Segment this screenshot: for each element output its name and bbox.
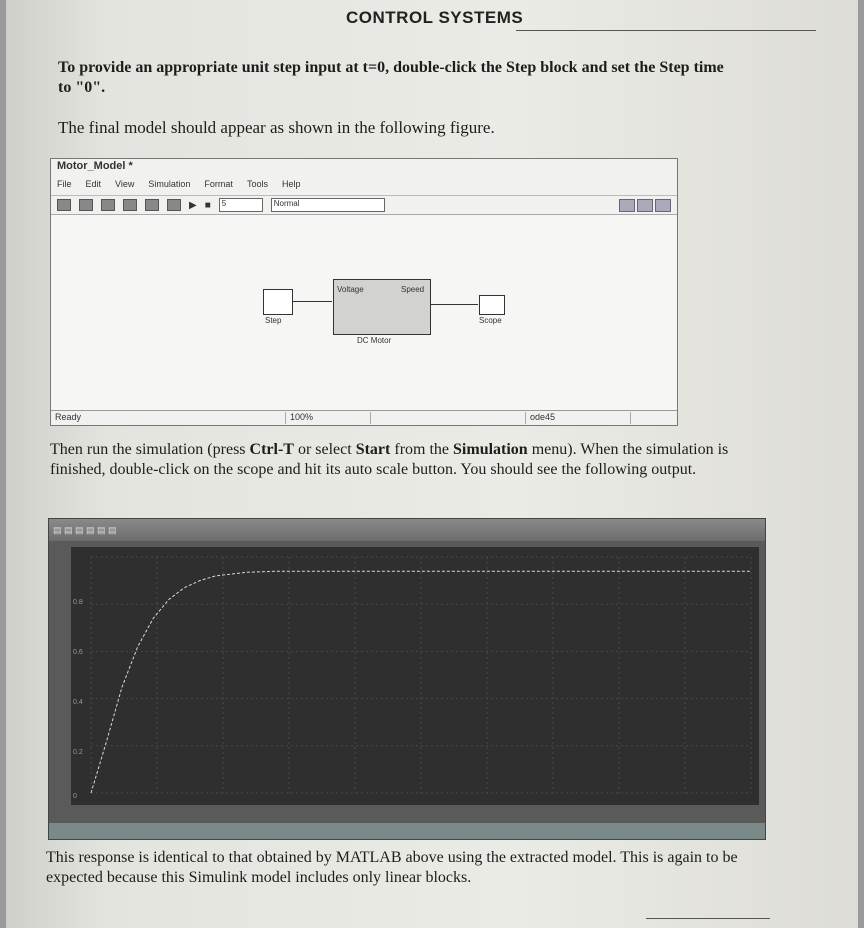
status-blank (371, 412, 526, 424)
save-icon[interactable] (101, 199, 115, 211)
menu-edit[interactable]: Edit (85, 179, 102, 189)
run-paragraph: Then run the simulation (press Ctrl-T or select Start from the Simulation menu). When the simulation is finished, double-click on the scope and hit its auto scale button. You should see the following output. (50, 441, 729, 478)
window-controls (619, 199, 671, 212)
scope-block[interactable] (479, 295, 505, 315)
stop-time-input[interactable]: 5 (219, 198, 263, 212)
conclusion-paragraph: This response is identical to that obtained by MATLAB above using the extracted model. This is again to be expected because this Simulink model includes only linear blocks. (46, 849, 738, 886)
stop-icon[interactable]: ■ (204, 199, 211, 211)
step-label: Step (265, 316, 282, 325)
maximize-icon[interactable] (637, 199, 653, 212)
minimize-icon[interactable] (619, 199, 635, 212)
menu-view[interactable]: View (115, 179, 135, 189)
menu-help[interactable]: Help (281, 179, 301, 189)
y-tick-label: 0.4 (73, 699, 83, 706)
menu-simulation[interactable]: Simulation (148, 179, 191, 189)
heading-rule (516, 30, 816, 31)
scope-plot (71, 547, 759, 805)
y-tick-label: 0.8 (73, 599, 83, 606)
scope-label: Scope (479, 316, 502, 325)
instruction-paragraph: To provide an appropriate unit step input at t=0, double-click the Step block and set the Step time to "0". (58, 59, 724, 96)
scope-chart (71, 547, 759, 805)
y-tick-label: 0.6 (73, 649, 83, 656)
status-solver: ode45 (526, 412, 631, 424)
sim-mode-select[interactable]: Normal (271, 198, 385, 212)
page-heading: CONTROL SYSTEMS (346, 8, 524, 27)
paste-icon[interactable] (167, 199, 181, 211)
toolbar (51, 196, 677, 215)
model-canvas[interactable] (51, 215, 677, 411)
close-icon[interactable] (655, 199, 671, 212)
scope-window (48, 518, 766, 840)
status-zoom: 100% (286, 412, 371, 424)
scope-toolbar: ▤ ▤ ▤ ▤ ▤ ▤ (49, 519, 765, 541)
menu-format[interactable]: Format (204, 179, 233, 189)
open-icon[interactable] (79, 199, 93, 211)
menu-file[interactable]: File (57, 179, 72, 189)
menu-bar (51, 177, 677, 196)
y-tick-label: 0 (73, 793, 77, 800)
status-bar (51, 410, 677, 425)
step-to-motor-line (292, 301, 332, 302)
voltage-port-label: Voltage (337, 285, 364, 294)
motor-to-scope-line (430, 304, 478, 305)
speed-port-label: Speed (401, 285, 425, 294)
figure-intro-paragraph: The final model should appear as shown in the following figure. (58, 118, 495, 137)
status-ready: Ready (51, 412, 286, 424)
dc-motor-label: DC Motor (357, 336, 392, 345)
window-title: Motor_Model * (57, 160, 133, 172)
page (6, 0, 858, 928)
bottom-rule (646, 918, 770, 919)
taskbar (49, 823, 765, 839)
print-icon[interactable] (123, 199, 137, 211)
new-icon[interactable] (57, 199, 71, 211)
menu-tools[interactable]: Tools (246, 179, 268, 189)
cut-icon[interactable] (145, 199, 159, 211)
step-block[interactable] (263, 289, 293, 315)
play-icon[interactable]: ▶ (189, 199, 197, 211)
y-tick-label: 0.2 (73, 749, 83, 756)
simulink-window (50, 158, 678, 426)
